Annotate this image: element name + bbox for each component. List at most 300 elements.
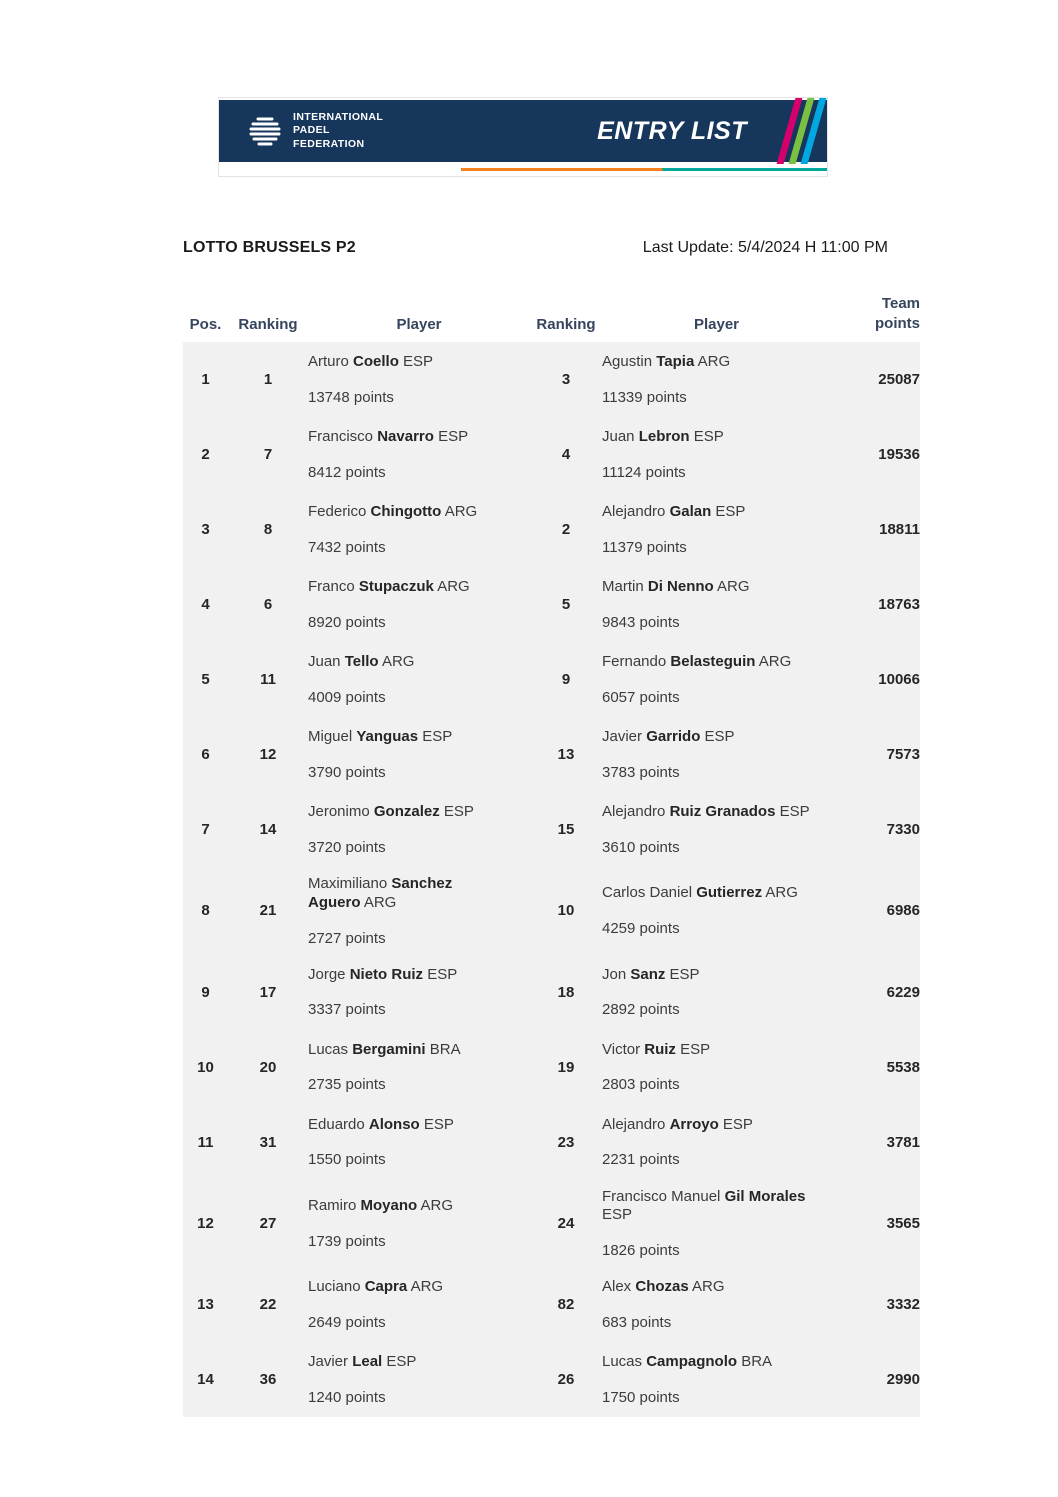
first-name: Fernando (602, 653, 667, 671)
surname: Navarro (377, 428, 434, 446)
player-cell-right (602, 342, 831, 417)
ranking-value-right: 9 (561, 671, 571, 688)
entry-table (183, 292, 920, 1417)
player-name-left (308, 803, 495, 822)
surname: Coello (353, 353, 399, 371)
ranking-value-right: 26 (557, 1371, 575, 1388)
player-points-right: 1750 points (602, 1388, 680, 1406)
ranking-cell-left (228, 1267, 308, 1342)
player-points-right: 6057 points (602, 688, 680, 706)
ranking-cell-right (530, 417, 602, 492)
ranking-value-left: 14 (259, 821, 277, 838)
ranking-value-right: 15 (557, 821, 575, 838)
player-name-right (602, 353, 810, 372)
player-points-left: 2735 points (308, 1076, 386, 1094)
surname: Nieto Ruiz (349, 965, 424, 983)
ranking-cell-right (530, 492, 602, 567)
ranking-value-left: 20 (259, 1058, 277, 1076)
first-name: Agustin (602, 353, 653, 371)
position-value: 2 (201, 446, 210, 463)
ipf-logo (247, 111, 383, 152)
team-points-value: 10066 (878, 671, 920, 688)
player-name-left (308, 1197, 495, 1216)
ranking-value-left: 8 (263, 521, 273, 538)
player-points-left: 13748 points (308, 388, 394, 406)
player-points-left: 1550 points (308, 1151, 386, 1169)
first-name: Maximiliano (308, 875, 388, 892)
player-points-right: 2892 points (602, 1001, 680, 1019)
surname: Lebron (638, 428, 690, 446)
team-points-cell (831, 955, 920, 1030)
team-points-cell (831, 417, 920, 492)
player-name-right (602, 1116, 810, 1135)
team-points-value: 2990 (886, 1371, 920, 1388)
player-name-right (602, 578, 810, 597)
ranking-cell-left (228, 717, 308, 792)
table-body (183, 342, 920, 1417)
country-code: ESP (704, 728, 735, 746)
player-name-right (602, 428, 810, 447)
player-points-left: 2727 points (308, 929, 386, 947)
surname: Leal (352, 1353, 383, 1371)
position-cell (183, 1030, 228, 1105)
surname: Gonzalez (373, 803, 440, 821)
position-value: 14 (197, 1371, 214, 1388)
player-name-left (308, 1278, 495, 1297)
table-row (183, 417, 920, 492)
player-name-right (602, 1278, 810, 1297)
player-cell-right (602, 492, 831, 567)
country-code: ARG (420, 1196, 454, 1214)
header-ranking-right: Ranking (536, 316, 596, 333)
surname: Tapia (656, 353, 695, 371)
player-points-left: 3720 points (308, 838, 386, 856)
surname: Di Nenno (647, 578, 714, 596)
table-row (183, 492, 920, 567)
player-cell-left (308, 955, 530, 1030)
team-points-cell (831, 1267, 920, 1342)
ranking-cell-right (530, 342, 602, 417)
ranking-value-left: 12 (259, 746, 277, 763)
ranking-cell-right (530, 717, 602, 792)
table-row (183, 642, 920, 717)
surname: Capra (364, 1278, 408, 1296)
player-name-right (602, 803, 810, 822)
player-name-left (308, 966, 495, 985)
player-name-right (602, 1353, 810, 1372)
player-name-left (308, 428, 495, 447)
surname: Arroyo (669, 1115, 719, 1133)
first-name: Alejandro (602, 1115, 666, 1133)
ranking-cell-left (228, 1342, 308, 1417)
surname: Chingotto (370, 503, 442, 521)
ranking-cell-left (228, 955, 308, 1030)
player-points-right: 3783 points (602, 763, 680, 781)
country-code: ESP (443, 803, 474, 821)
tournament-title: LOTTO BRUSSELS P2 (183, 239, 356, 256)
ranking-cell-right (530, 642, 602, 717)
country-code: ESP (422, 728, 453, 746)
table-row (183, 792, 920, 867)
header-team-points-label: Team points (875, 295, 920, 332)
header-team-points (831, 294, 920, 333)
ranking-cell-right (530, 1180, 602, 1268)
player-name-right (602, 503, 810, 522)
ranking-cell-right (530, 1030, 602, 1105)
player-points-left: 7432 points (308, 538, 386, 556)
ranking-value-right: 4 (561, 446, 571, 463)
position-cell (183, 955, 228, 1030)
player-cell-right (602, 417, 831, 492)
player-cell-right (602, 642, 831, 717)
team-points-value: 5538 (886, 1058, 920, 1076)
player-cell-left (308, 867, 530, 955)
ranking-cell-right (530, 1105, 602, 1180)
surname: Garrido (646, 728, 701, 746)
country-code: ARG (765, 884, 798, 902)
player-name-right (602, 966, 810, 985)
team-points-cell (831, 717, 920, 792)
country-code: ARG (717, 578, 750, 596)
surname: Chozas (635, 1278, 689, 1296)
country-code: BRA (741, 1353, 773, 1371)
ranking-value-left: 22 (259, 1296, 277, 1313)
ranking-cell-right (530, 567, 602, 642)
position-value: 11 (197, 1133, 214, 1151)
player-name-left (308, 1116, 495, 1135)
position-value: 8 (201, 902, 210, 920)
ranking-value-left: 36 (259, 1371, 277, 1388)
position-cell (183, 1105, 228, 1180)
country-code: ARG (437, 578, 470, 596)
position-cell (183, 342, 228, 417)
player-points-right: 11124 points (602, 463, 686, 481)
first-name: Juan (308, 653, 341, 671)
country-code: ESP (680, 1040, 711, 1058)
country-code: ARG (363, 893, 397, 911)
ranking-cell-left (228, 1030, 308, 1105)
player-cell-left (308, 792, 530, 867)
country-code: ESP (722, 1115, 753, 1133)
team-points-value: 6986 (886, 902, 920, 920)
team-points-cell (831, 1180, 920, 1268)
first-name: Jorge (308, 965, 346, 983)
player-cell-right (602, 1105, 831, 1180)
player-points-right: 2231 points (602, 1151, 680, 1169)
surname: Ruiz Granados (669, 803, 776, 821)
player-cell-left (308, 1342, 530, 1417)
player-points-left: 1739 points (308, 1232, 386, 1250)
player-cell-left (308, 1030, 530, 1105)
country-code: ESP (386, 1353, 417, 1371)
player-points-right: 4259 points (602, 920, 680, 938)
first-name: Francisco (308, 428, 374, 446)
team-points-cell (831, 1030, 920, 1105)
ranking-cell-left (228, 567, 308, 642)
team-points-cell (831, 492, 920, 567)
country-code: ESP (669, 965, 700, 983)
table-row (183, 1267, 920, 1342)
first-name: Federico (308, 503, 367, 521)
ranking-cell-right (530, 792, 602, 867)
first-name: Alejandro (602, 503, 666, 521)
first-name: Alex (602, 1278, 632, 1296)
first-name: Arturo (308, 353, 349, 371)
table-row (183, 342, 920, 417)
country-code: ARG (697, 353, 731, 371)
ranking-value-left: 21 (259, 902, 277, 920)
position-cell (183, 1180, 228, 1268)
player-name-left (308, 1353, 495, 1372)
player-cell-right (602, 867, 831, 955)
brand-stripes (783, 100, 825, 162)
first-name: Javier (308, 1353, 349, 1371)
first-name: Franco (308, 578, 355, 596)
country-code: ESP (693, 428, 724, 446)
team-points-value: 18811 (879, 521, 920, 538)
player-points-left: 4009 points (308, 688, 386, 706)
position-cell (183, 792, 228, 867)
table-row (183, 717, 920, 792)
banner-band (219, 100, 827, 162)
title-row (183, 239, 920, 257)
ranking-value-right: 19 (557, 1058, 575, 1076)
player-name-right (602, 884, 810, 903)
player-points-right: 683 points (602, 1313, 672, 1331)
ranking-value-left: 1 (263, 371, 273, 388)
country-code: ARG (444, 503, 478, 521)
ranking-cell-left (228, 867, 308, 955)
first-name: Victor (602, 1040, 641, 1058)
logo-line-1: INTERNATIONAL (293, 110, 384, 123)
table-row (183, 1105, 920, 1180)
table-row (183, 1342, 920, 1417)
surname: Stupaczuk (358, 578, 434, 596)
position-cell (183, 1342, 228, 1417)
table-row (183, 867, 920, 955)
surname: Sanchez Aguero (308, 875, 453, 911)
player-points-left: 2649 points (308, 1313, 386, 1331)
player-points-left: 8412 points (308, 463, 386, 481)
player-points-right: 11339 points (602, 388, 687, 406)
first-name: Juan (602, 428, 635, 446)
position-value: 9 (201, 983, 210, 1001)
first-name: Alejandro (602, 803, 666, 821)
player-points-right: 3610 points (602, 838, 680, 856)
surname: Galan (669, 503, 712, 521)
country-code: ESP (779, 803, 810, 821)
player-name-left (308, 503, 495, 522)
player-cell-left (308, 1180, 530, 1268)
team-points-value: 25087 (878, 371, 920, 388)
surname: Ruiz (644, 1040, 676, 1058)
entry-list-title: ENTRY LIST (597, 116, 747, 145)
table-row (183, 955, 920, 1030)
player-cell-left (308, 1105, 530, 1180)
first-name: Jon (602, 965, 627, 983)
ipf-logo-text (293, 111, 383, 152)
position-value: 3 (201, 521, 210, 538)
player-points-right: 2803 points (602, 1076, 680, 1094)
ranking-value-left: 7 (263, 446, 273, 463)
ranking-value-right: 10 (557, 902, 575, 920)
player-cell-left (308, 1267, 530, 1342)
country-code: ARG (758, 653, 792, 671)
country-code: ESP (715, 503, 746, 521)
position-value: 5 (201, 671, 210, 688)
ranking-cell-left (228, 417, 308, 492)
player-name-left (308, 728, 495, 747)
position-value: 13 (197, 1296, 214, 1313)
header-ranking-left: Ranking (238, 316, 298, 333)
ranking-value-right: 23 (557, 1133, 575, 1151)
surname: Campagnolo (646, 1353, 738, 1371)
ranking-cell-left (228, 792, 308, 867)
position-value: 1 (201, 371, 210, 388)
ranking-cell-right (530, 1342, 602, 1417)
ranking-cell-left (228, 642, 308, 717)
surname: Belasteguin (670, 653, 756, 671)
surname: Moyano (360, 1196, 418, 1214)
country-code: ESP (602, 1206, 633, 1224)
player-cell-left (308, 717, 530, 792)
player-cell-left (308, 492, 530, 567)
player-name-right (602, 1188, 810, 1226)
table-row (183, 567, 920, 642)
country-code: ARG (692, 1278, 725, 1296)
player-cell-right (602, 567, 831, 642)
player-cell-left (308, 417, 530, 492)
ranking-value-left: 27 (259, 1214, 277, 1232)
player-name-right (602, 653, 810, 672)
player-cell-right (602, 792, 831, 867)
ranking-value-left: 17 (259, 983, 277, 1001)
team-points-cell (831, 1342, 920, 1417)
position-value: 6 (201, 746, 210, 763)
player-points-left: 3790 points (308, 763, 386, 781)
first-name: Martin (602, 578, 644, 596)
globe-icon (247, 113, 283, 149)
position-cell (183, 642, 228, 717)
ranking-value-right: 3 (561, 371, 571, 388)
logo-line-3: FEDERATION (293, 137, 365, 150)
player-cell-right (602, 717, 831, 792)
ranking-value-right: 18 (557, 983, 575, 1001)
ranking-cell-right (530, 955, 602, 1030)
ranking-cell-left (228, 492, 308, 567)
first-name: Carlos Daniel (602, 884, 693, 902)
surname: Gil Morales (724, 1187, 806, 1205)
logo-line-2: PADEL (293, 124, 330, 137)
player-points-right: 1826 points (602, 1242, 680, 1259)
team-points-cell (831, 792, 920, 867)
player-points-right: 11379 points (602, 538, 687, 556)
position-cell (183, 567, 228, 642)
position-cell (183, 492, 228, 567)
player-cell-left (308, 642, 530, 717)
ranking-cell-right (530, 867, 602, 955)
team-points-cell (831, 867, 920, 955)
ranking-value-right: 13 (557, 746, 575, 763)
team-points-cell (831, 642, 920, 717)
country-code: ESP (438, 428, 469, 446)
position-value: 10 (197, 1058, 214, 1076)
ranking-value-right: 2 (561, 521, 571, 538)
ranking-value-left: 6 (263, 596, 273, 613)
team-points-cell (831, 1105, 920, 1180)
first-name: Luciano (308, 1278, 361, 1296)
player-cell-right (602, 1267, 831, 1342)
player-cell-right (602, 1030, 831, 1105)
surname: Tello (344, 653, 379, 671)
header-player-right: Player (693, 316, 740, 333)
ranking-cell-left (228, 1180, 308, 1268)
surname: Yanguas (356, 728, 419, 746)
country-code: ESP (423, 1115, 454, 1133)
banner-underline (461, 168, 827, 171)
ranking-cell-left (228, 342, 308, 417)
first-name: Javier (602, 728, 643, 746)
team-points-value: 7573 (886, 746, 920, 763)
player-points-right: 9843 points (602, 613, 680, 631)
last-update-text: Last Update: 5/4/2024 H 11:00 PM (642, 239, 888, 256)
player-name-left (308, 1041, 495, 1060)
header-player-left: Player (396, 316, 442, 333)
ranking-value-left: 11 (260, 671, 276, 688)
player-name-left (308, 353, 495, 372)
surname: Alonso (368, 1115, 420, 1133)
country-code: ARG (381, 653, 415, 671)
ranking-value-right: 5 (561, 596, 571, 613)
position-value: 7 (201, 821, 210, 838)
surname: Gutierrez (696, 884, 763, 902)
team-points-cell (831, 567, 920, 642)
team-points-value: 19536 (878, 446, 920, 463)
first-name: Jeronimo (308, 803, 370, 821)
position-cell (183, 867, 228, 955)
surname: Sanz (630, 965, 666, 983)
country-code: ESP (403, 353, 434, 371)
first-name: Lucas (602, 1353, 643, 1371)
player-name-right (602, 728, 810, 747)
first-name: Ramiro (308, 1196, 357, 1214)
table-row (183, 1180, 920, 1268)
player-cell-right (602, 955, 831, 1030)
team-points-value: 7330 (886, 821, 920, 838)
position-cell (183, 417, 228, 492)
position-value: 4 (201, 596, 210, 613)
ranking-value-left: 31 (259, 1133, 277, 1151)
player-cell-left (308, 342, 530, 417)
ranking-cell-right (530, 1267, 602, 1342)
position-cell (183, 717, 228, 792)
player-name-left (308, 653, 495, 672)
player-name-right (602, 1041, 810, 1060)
country-code: BRA (429, 1040, 461, 1058)
player-cell-right (602, 1180, 831, 1268)
country-code: ESP (427, 965, 458, 983)
player-name-left (308, 875, 495, 913)
table-header (183, 292, 920, 342)
player-points-left: 8920 points (308, 613, 386, 631)
first-name: Lucas (308, 1040, 349, 1058)
position-cell (183, 1267, 228, 1342)
position-value: 12 (197, 1214, 214, 1232)
player-points-left: 1240 points (308, 1388, 386, 1406)
team-points-cell (831, 342, 920, 417)
team-points-value: 6229 (886, 983, 920, 1001)
team-points-value: 3565 (886, 1214, 920, 1232)
